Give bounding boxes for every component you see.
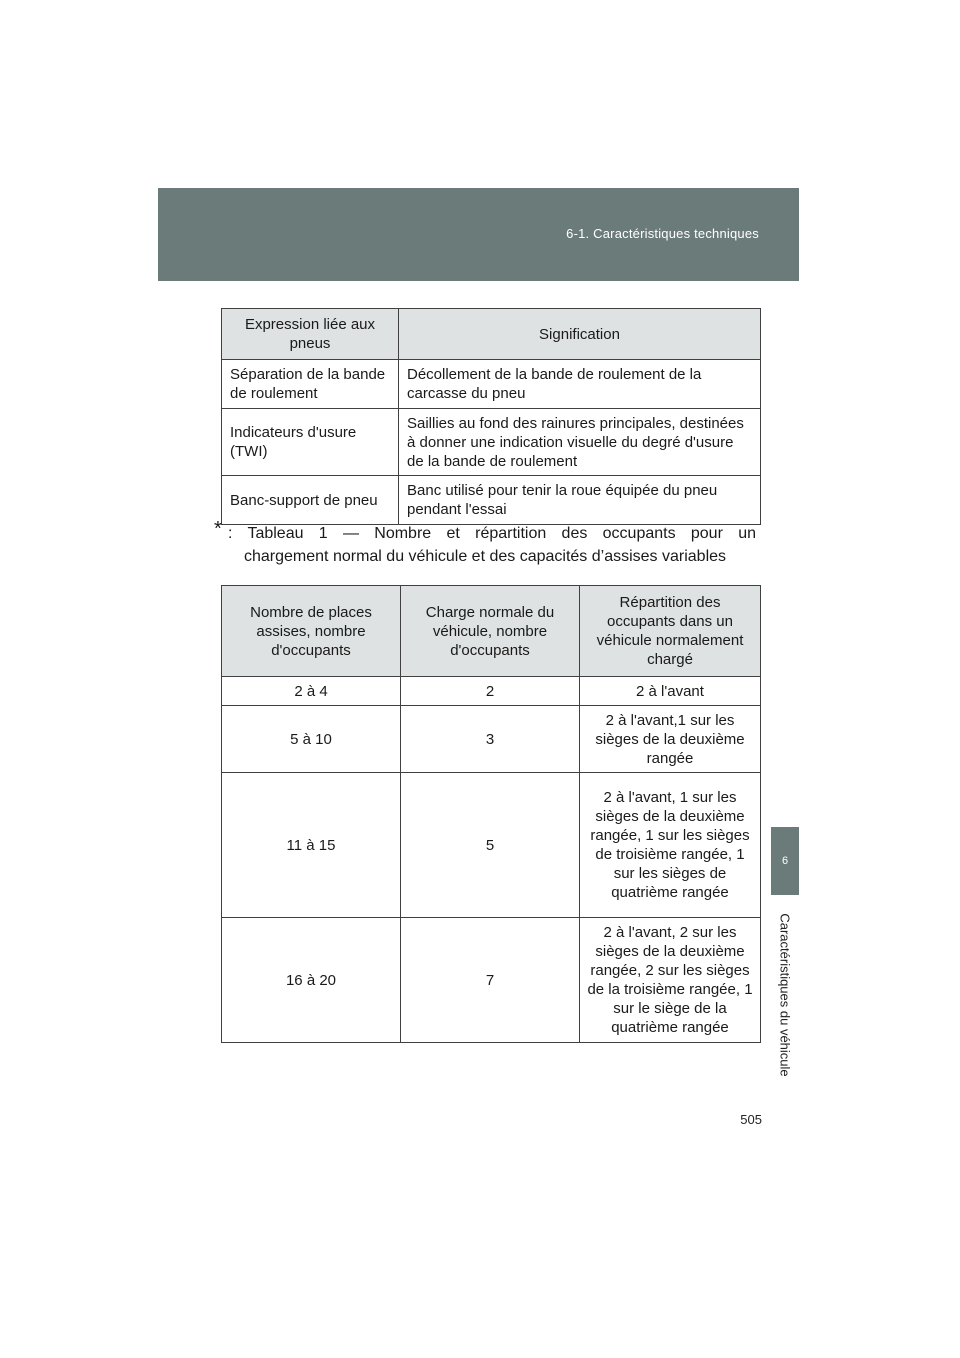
term-cell: Indicateurs d'usure (TWI) xyxy=(222,409,399,476)
table-row xyxy=(222,773,761,918)
section-title: 6-1. Caractéristiques techniques xyxy=(566,226,759,241)
normal-load-cell: 2 xyxy=(401,677,580,706)
table-row xyxy=(222,706,761,773)
chapter-tab-title: Caractéristiques du véhicule xyxy=(777,913,793,1077)
normal-load-cell: 7 xyxy=(401,918,580,1043)
meaning-cell: Saillies au fond des rainures principales, destinées à donner une indication visuelle du degré d'usure de la bande de roulement xyxy=(399,409,761,476)
table-header-row xyxy=(222,586,761,677)
column-header-term: Expression liée aux pneus xyxy=(222,309,399,360)
chapter-tab-number: 6 xyxy=(771,827,799,895)
chapter-tab xyxy=(771,898,799,1092)
column-header-seating: Nombre de places assises, nombre d'occupants xyxy=(222,586,401,677)
tire-terms-table xyxy=(221,308,761,525)
normal-load-cell: 3 xyxy=(401,706,580,773)
distribution-cell: 2 à l'avant xyxy=(580,677,761,706)
column-header-distribution: Répartition des occupants dans un véhicule normalement chargé xyxy=(580,586,761,677)
footnote-line-2: chargement normal du véhicule et des capacités d’assises variables xyxy=(244,548,727,565)
table-row xyxy=(222,409,761,476)
occupant-distribution-table xyxy=(221,585,761,1043)
table-row xyxy=(222,677,761,706)
table-row xyxy=(222,360,761,409)
seating-cell: 16 à 20 xyxy=(222,918,401,1043)
table-row xyxy=(222,918,761,1043)
normal-load-cell: 5 xyxy=(401,773,580,918)
page-number: 505 xyxy=(740,1112,762,1127)
term-cell: Séparation de la bande de roulement xyxy=(222,360,399,409)
seating-cell: 2 à 4 xyxy=(222,677,401,706)
meaning-cell: Banc utilisé pour tenir la roue équipée du pneu pendant l'essai xyxy=(399,476,761,525)
distribution-cell: 2 à l'avant, 1 sur les sièges de la deuxième rangée, 1 sur les sièges de troisième rangée, 1 sur les sièges de quatrième rangée xyxy=(580,773,761,918)
distribution-cell: 2 à l'avant,1 sur les sièges de la deuxième rangée xyxy=(580,706,761,773)
table-row xyxy=(222,476,761,525)
column-header-normal-load: Charge normale du véhicule, nombre d'occupants xyxy=(401,586,580,677)
distribution-cell: 2 à l'avant, 2 sur les sièges de la deuxième rangée, 2 sur les sièges de la troisième rangée, 1 sur le siège de la quatrième rangée xyxy=(580,918,761,1043)
footnote-marker: * xyxy=(214,518,222,540)
seating-cell: 5 à 10 xyxy=(222,706,401,773)
table-header-row xyxy=(222,309,761,360)
seating-cell: 11 à 15 xyxy=(222,773,401,918)
header-bar xyxy=(158,188,799,281)
term-cell: Banc-support de pneu xyxy=(222,476,399,525)
column-header-meaning: Signification xyxy=(399,309,761,360)
footnote-line-1: : Tableau 1 — Nombre et répartition des occupants pour un xyxy=(228,525,756,542)
meaning-cell: Décollement de la bande de roulement de la carcasse du pneu xyxy=(399,360,761,409)
